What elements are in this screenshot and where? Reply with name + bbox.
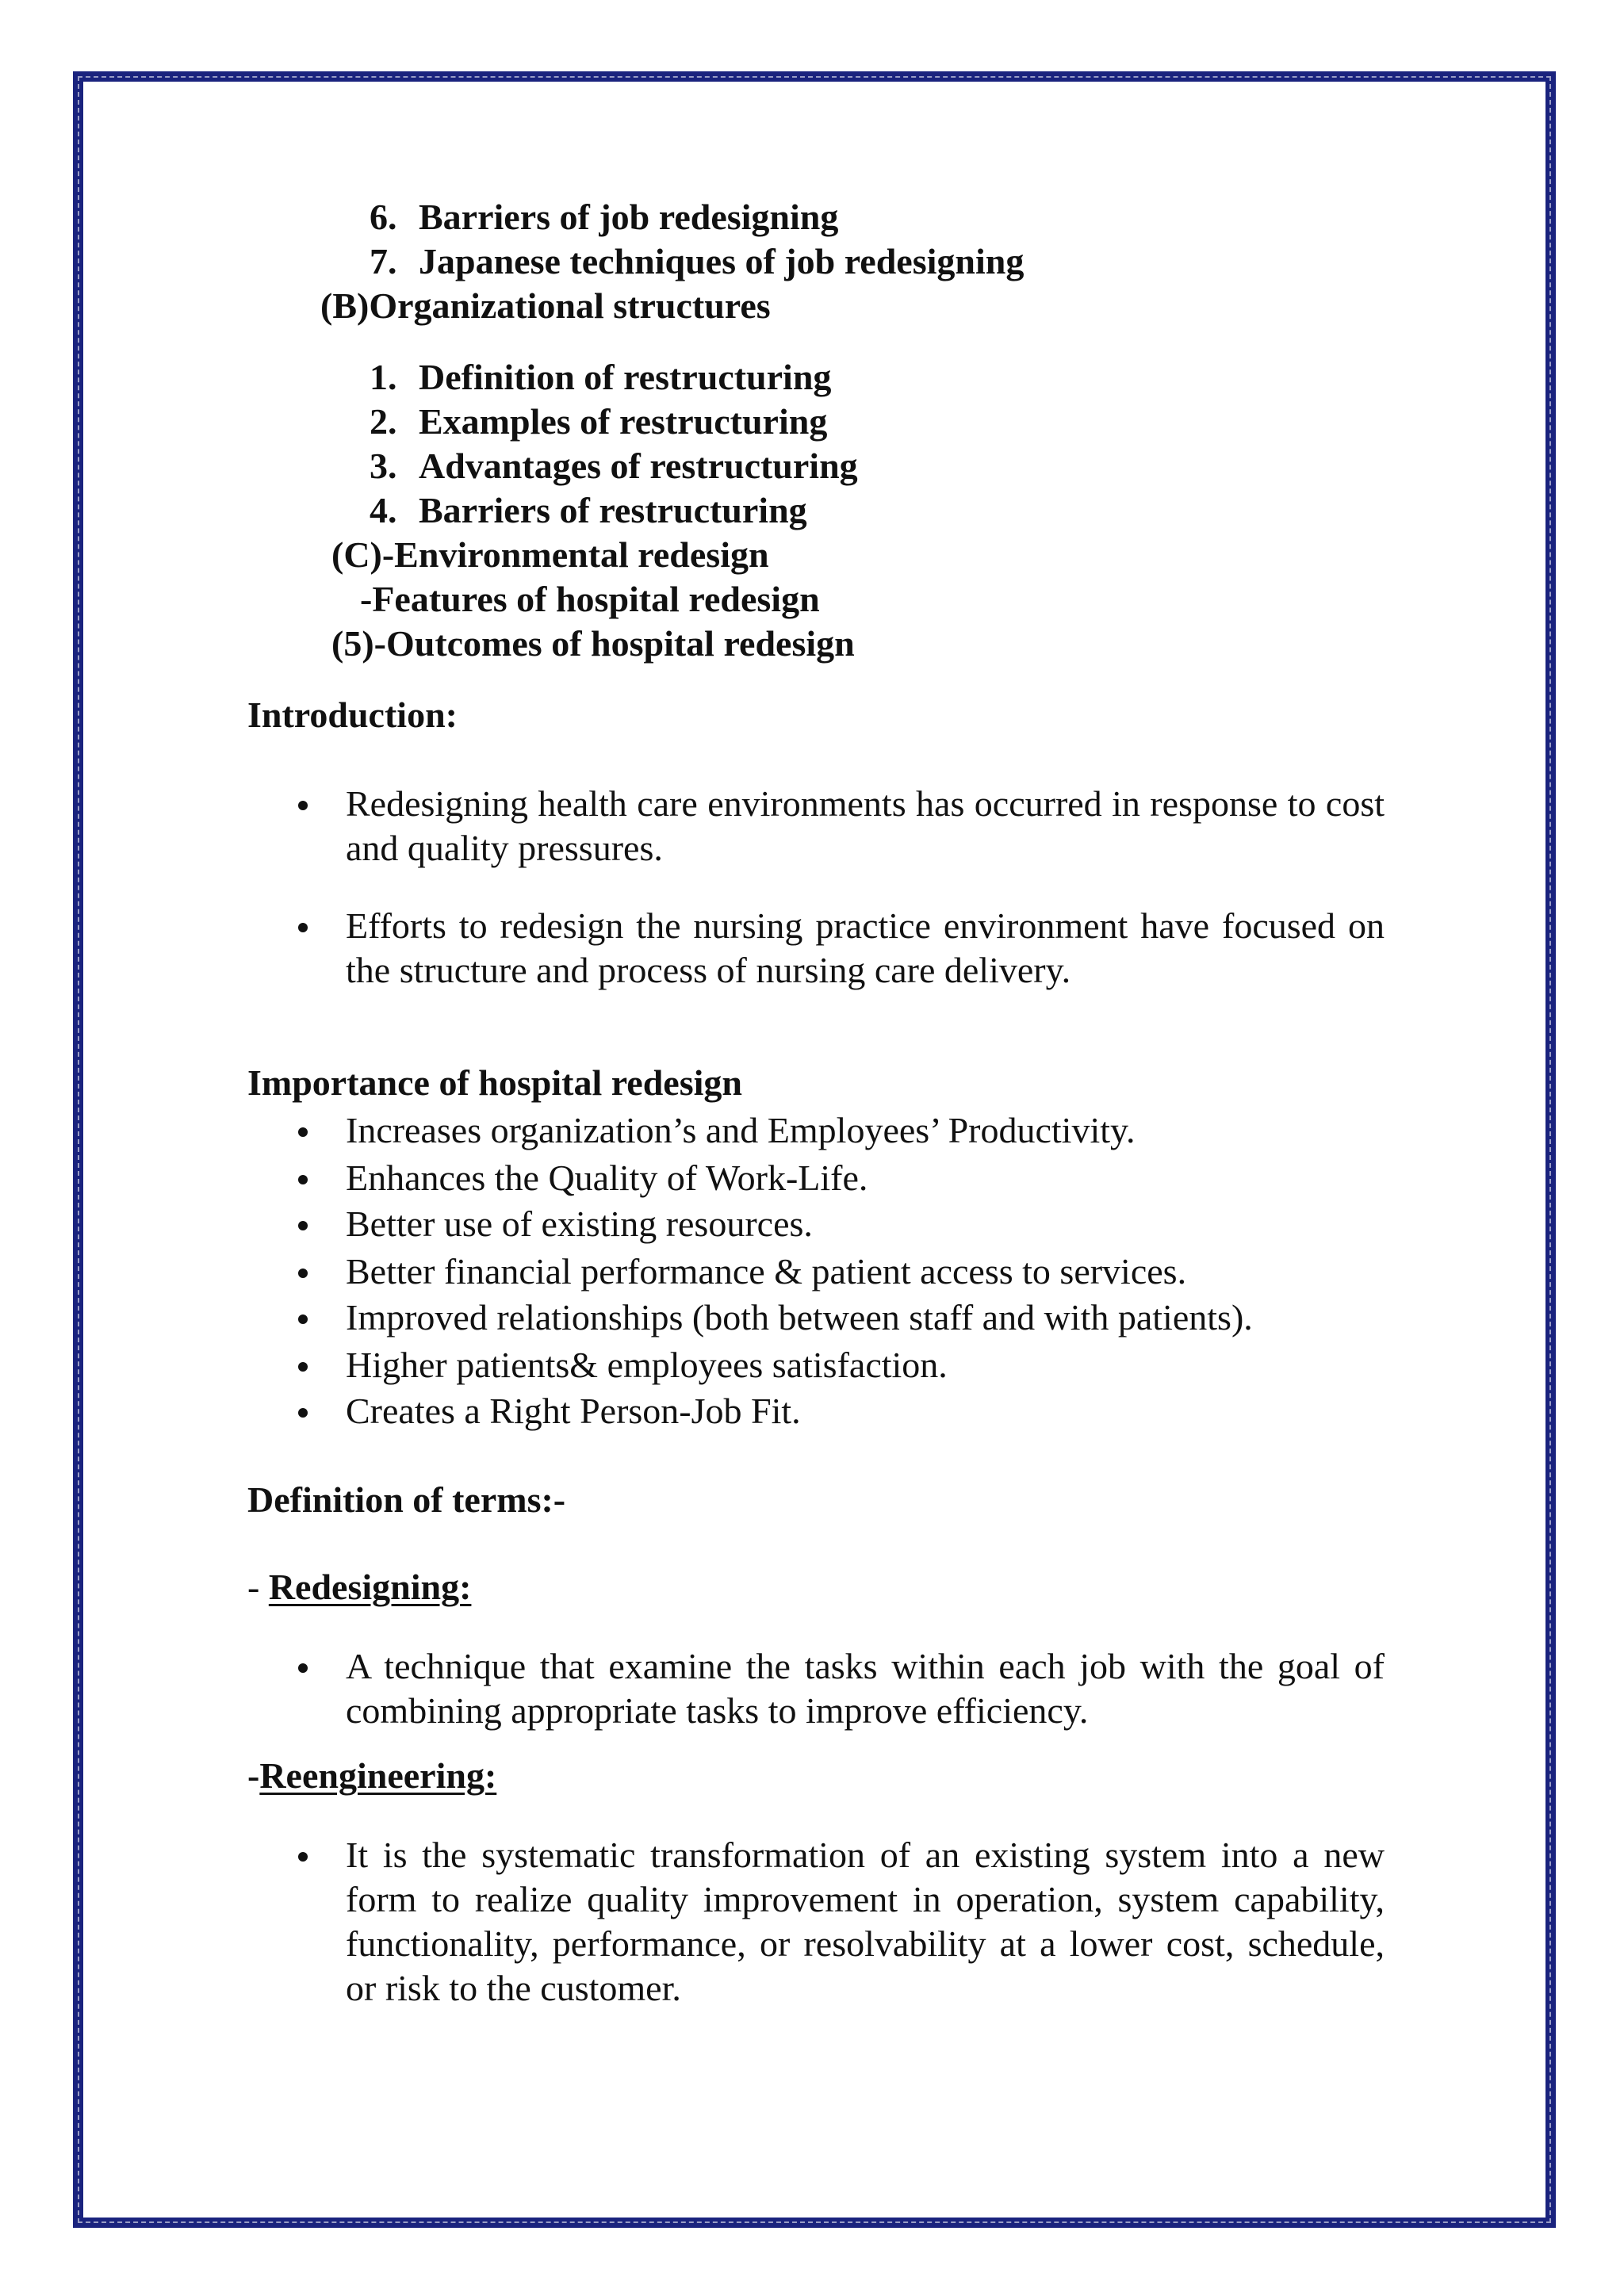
definitions-heading: Definition of terms:- bbox=[247, 1479, 566, 1520]
term-prefix: - bbox=[247, 1567, 269, 1607]
bullet-icon bbox=[298, 801, 308, 810]
bullet-icon bbox=[298, 1408, 308, 1418]
introduction-bullet: Redesigning health care environments has occurred in response to cost and quality pressures. bbox=[346, 783, 1385, 868]
importance-bullet: Improved relationships (both between staff and with patients). bbox=[346, 1297, 1253, 1337]
bullet-icon bbox=[298, 1221, 308, 1230]
item-number: 6. bbox=[370, 197, 397, 237]
outline-item bbox=[370, 355, 831, 400]
section-b-heading: (B)Organizational structures bbox=[320, 285, 771, 326]
features-line: -Features of hospital redesign bbox=[360, 579, 820, 619]
bullet-icon bbox=[298, 923, 308, 932]
outline-item bbox=[370, 195, 838, 239]
item-number: 3. bbox=[370, 446, 397, 486]
importance-bullet: Increases organization’s and Employees’ Productivity. bbox=[346, 1110, 1136, 1150]
term-label: Redesigning: bbox=[268, 1567, 472, 1607]
item-text: Advantages of restructuring bbox=[419, 446, 858, 486]
item-number: 7. bbox=[370, 241, 397, 281]
item-number: 4. bbox=[370, 490, 397, 530]
importance-bullet: Enhances the Quality of Work-Life. bbox=[346, 1158, 868, 1198]
bullet-icon bbox=[298, 1663, 308, 1673]
item-text: Barriers of job redesigning bbox=[419, 197, 839, 237]
item-text: Barriers of restructuring bbox=[419, 490, 807, 530]
importance-bullet: Better financial performance & patient access to services. bbox=[346, 1251, 1187, 1292]
item-text: Definition of restructuring bbox=[419, 357, 832, 397]
item-text: Examples of restructuring bbox=[419, 401, 828, 442]
redesigning-definition: A technique that examine the tasks within each job with the goal of combining appropriate tasks to improve efficiency. bbox=[346, 1646, 1385, 1731]
outline-item bbox=[370, 488, 807, 533]
outline-item bbox=[370, 400, 827, 444]
outline-item bbox=[370, 239, 1024, 284]
bullet-icon bbox=[298, 1269, 308, 1278]
introduction-bullet: Efforts to redesign the nursing practice environment have focused on the structure and process of nursing care delivery. bbox=[346, 905, 1385, 990]
term-prefix: - bbox=[247, 1755, 260, 1796]
term-label: Reengineering: bbox=[259, 1755, 497, 1796]
bullet-icon bbox=[298, 1175, 308, 1184]
importance-bullet: Creates a Right Person-Job Fit. bbox=[346, 1391, 801, 1431]
section-c-heading: (C)-Environmental redesign bbox=[331, 534, 769, 575]
outline-item bbox=[370, 444, 858, 488]
item-text: Japanese techniques of job redesigning bbox=[419, 241, 1025, 281]
item-number: 2. bbox=[370, 401, 397, 442]
bullet-icon bbox=[298, 1852, 308, 1862]
reengineering-definition: It is the systematic transformation of an existing system into a new form to realize quality improvement in operation, system capability, functionality, performance, or resolvability at a lower cost, schedule, or risk to the customer. bbox=[346, 1835, 1385, 2008]
reengineering-term bbox=[247, 1754, 496, 1798]
bullet-icon bbox=[298, 1362, 308, 1372]
importance-bullet: Higher patients& employees satisfaction. bbox=[346, 1345, 948, 1385]
importance-bullet: Better use of existing resources. bbox=[346, 1203, 813, 1244]
introduction-heading: Introduction: bbox=[247, 695, 458, 735]
bullet-icon bbox=[298, 1314, 308, 1324]
item-number: 1. bbox=[370, 357, 397, 397]
importance-heading: Importance of hospital redesign bbox=[247, 1062, 742, 1103]
redesigning-term bbox=[247, 1565, 471, 1609]
bullet-icon bbox=[298, 1127, 308, 1137]
outcomes-line: (5)-Outcomes of hospital redesign bbox=[331, 623, 855, 664]
